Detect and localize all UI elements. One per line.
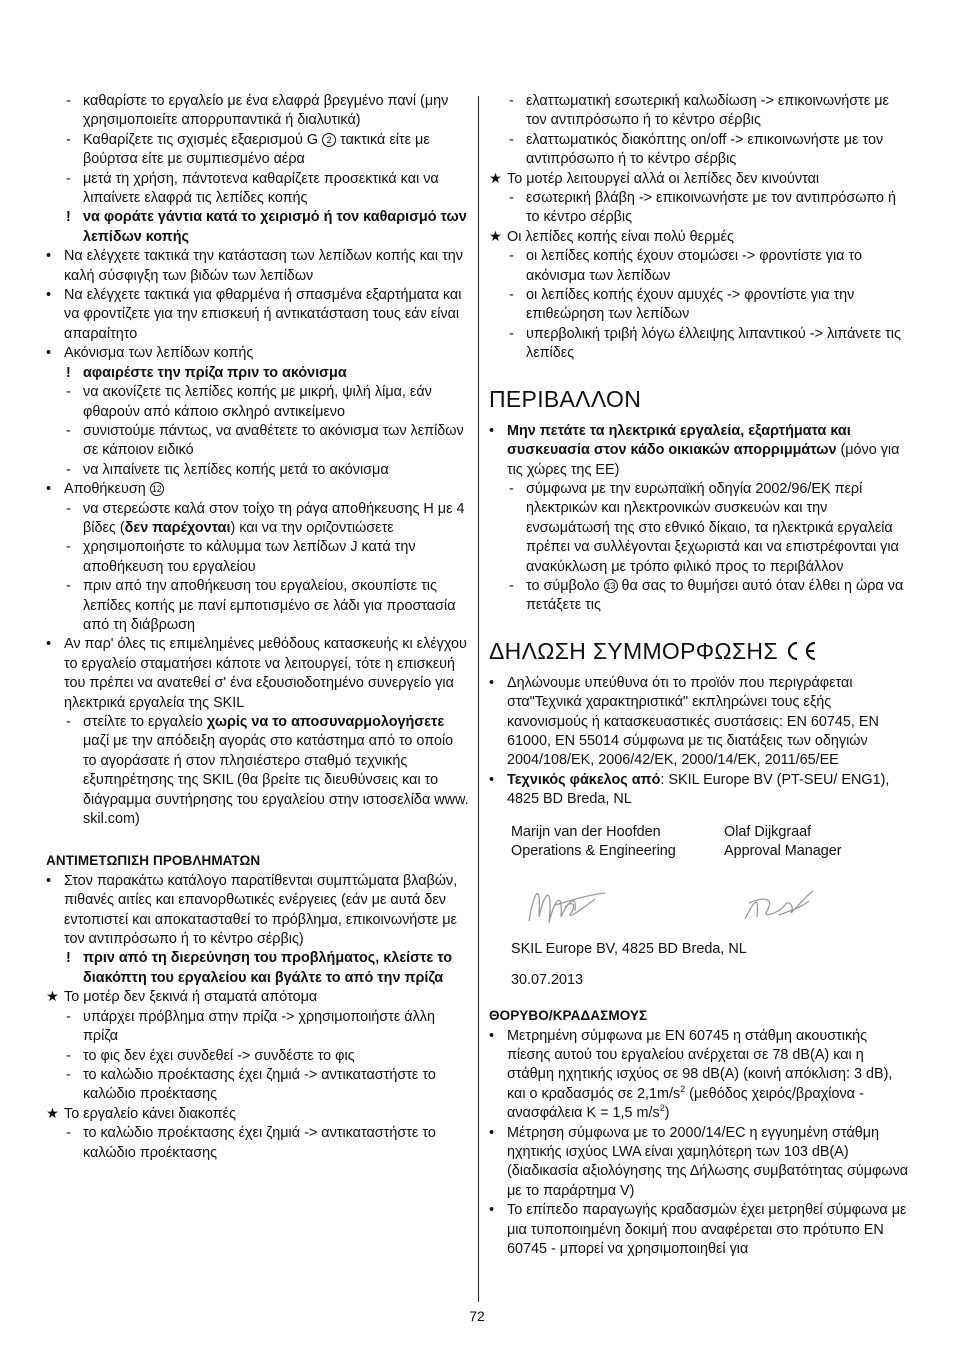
- list-item: - το καλώδιο προέκτασης έχει ζημιά -> αντικαταστήστε το καλώδιο προέκτασης: [66, 1125, 436, 1161]
- list-item: • Να ελέγχετε τακτικά την κατάσταση των λεπίδων κοπής και την καλή σύσφιγξη των βιδών των λεπίδων: [46, 248, 463, 284]
- list-item: - οι λεπίδες κοπής έχουν στομώσει -> φροντίστε για το ακόνισμα των λεπίδων: [509, 248, 862, 284]
- page-number: 72: [469, 1308, 485, 1324]
- warning-item: ! πριν από τη διερεύνηση του προβλήματος, κλείστε το διακόπτη του εργαλείου και βγάλτε το από την πρίζα: [66, 950, 453, 986]
- list-item: • Τεχνικός φάκελος από: SKIL Europe BV (PT-SEU/ ENG1), 4825 BD Breda, NL: [489, 771, 890, 808]
- signatures: [489, 869, 913, 937]
- list-item: - χρησιμοποιήστε το κάλυμμα των λεπίδων J κατά την αποθήκευση του εργαλείου: [66, 539, 416, 575]
- list-item: - οι λεπίδες κοπής έχουν αμυχές -> φροντίστε για την επιθεώρηση των λεπίδων: [509, 287, 855, 323]
- symptom-item: ★ Το εργαλείο κάνει διακοπές: [46, 1105, 236, 1122]
- list-item: • Μην πετάτε τα ηλεκτρικά εργαλεία, εξαρτήματα και συσκευασία στον κάδο οικιακών απορριμμάτων (μόνο για τις χώρες της ΕΕ): [489, 422, 900, 478]
- column-divider: [478, 96, 479, 1302]
- list-item: - να ακονίζετε τις λεπίδες κοπής με μικρή, ψιλή λίμα, εάν φθαρούν από κάποιο σκληρό αντικείμενο: [66, 384, 432, 420]
- list-item: - να στερεώστε καλά στον τοίχο τη ράγα αποθήκευσης H με 4 βίδες (δεν παρέχονται) και να την οριζοντιώσετε: [66, 500, 465, 536]
- symptom-item: ★ Το μοτέρ δεν ξεκινά ή σταματά απότομα: [46, 989, 318, 1006]
- signatories: [511, 823, 913, 862]
- list-item: • Μετρημένη σύμφωνα με EN 60745 η στάθμη ακουστικής πίεσης αυτού του εργαλείου ανέρχεται σε 78 dB(A) και η στάθμη ηχητικής ισχύος σε 98 dB(A) (κοινή απόκλιση: 3 dB), και ο κραδασμός σε $2,1m/s^2$ (μεθόδος χειρός/βραχίονα - ανασφάλεια K = 1,5 $m/s^2$): [489, 1027, 893, 1122]
- signature-1-image: [525, 877, 609, 931]
- section-heading-conformity: ΔΗΛΩΣΗ ΣΥΜΜΟΡΦΩΣΗΣ: [489, 638, 913, 665]
- list-item: - υπάρχει πρόβλημα στην πρίζα -> χρησιμοποιήστε άλλη πρίζα: [66, 1008, 435, 1045]
- list-item: - συνιστούμε πάντως, να αναθέτετε το ακόνισμα των λεπίδων σε κάποιον ειδικό: [66, 422, 464, 459]
- list-item: - υπερβολική τριβή λόγω έλλειψης λιπαντικού -> λιπάνετε τις λεπίδες: [509, 325, 901, 362]
- signatory-2: Olaf Dijkgraaf Approval Manager: [724, 823, 842, 859]
- list-item: - ελαττωματικός διακόπτης on/off -> επικοινωνήστε με τον αντιπρόσωπο ή το κέντρο σέρβις: [509, 131, 884, 168]
- list-item: • Αν παρ' όλες τις επιμελημένες μεθόδους κατασκευής κι ελέγχου το εργαλείο σταματήσει κάποτε να λειτουργεί, τότε η επισκευή του πρέπει να ανατεθεί σ' ένα εξουσιοδοτημένο συνεργείο για ηλεκτρικά εργαλεία της SKIL: [46, 636, 467, 711]
- list-item: - το σύμβολο 13 θα σας το θυμήσει αυτό όταν έλθει η ώρα να πετάξετε τις: [509, 577, 904, 614]
- list-item: - σύμφωνα με την ευρωπαϊκή οδηγία 2002/96/ΕΚ περί ηλεκτρικών και ηλεκτρονικών συσκευών και την ενσωμάτωσή της στο εθνικό δίκαιο, τα ηλεκτρικά εργαλεία πρέπει να συλλέγονται ξεχωριστά και να επιστρέφονται για ανακύκλωση με τρόπο φιλικό προς το περιβάλλον: [509, 480, 899, 575]
- list-item: - το φις δεν έχει συνδεθεί -> συνδέστε το φις: [66, 1047, 355, 1064]
- list-item: - να λιπαίνετε τις λεπίδες κοπής μετά το ακόνισμα: [66, 461, 389, 478]
- list-item: - το καλώδιο προέκτασης έχει ζημιά -> αντικαταστήστε το καλώδιο προέκτασης: [66, 1066, 436, 1103]
- list-item: • Στον παρακάτω κατάλογο παρατίθενται συμπτώματα βλαβών, πιθανές αιτίες και επανορθωτικές ενέργειες (εάν με αυτά δεν εντοπιστεί και αποκατασταθεί το πρόβλημα, επικοινωνήστε με τον αντιπρόσωπο ή το κέντρο σέρβις): [46, 872, 458, 948]
- list-item: - πριν από την αποθήκευση του εργαλείου, σκουπίστε τις λεπίδες κοπής με πανί εμποτισμένο σε λάδι για προστασία από τη διάβρωση: [66, 578, 456, 633]
- list-item: - στείλτε το εργαλείο χωρίς να το αποσυναρμολογήσετε μαζί με την απόδειξη αγοράς στο κατάστημα από το οποίο το αγοράσατε ή στον πλησιέστερο σταθμό τεχνικής εξυπηρέτησης της SKIL (θα βρείτε τις διευθύνσεις και το διάγραμμα συντήρησης του εργαλείου στην ιστοσελίδα www. skil.com): [66, 714, 469, 828]
- section-heading-troubleshooting: ΑΝΤΙΜΕΤΩΠΙΣΗ ΠΡΟΒΛΗΜΑΤΩΝ: [46, 853, 261, 869]
- section-heading-environment: ΠΕΡΙΒΑΛΛΟΝ: [489, 385, 642, 412]
- warning-item: ! αφαιρέστε την πρίζα πριν το ακόνισμα: [66, 364, 347, 381]
- list-item: - μετά τη χρήση, πάντοτενα καθαρίζετε προσεκτικά και να λιπαίνετε ελαφρά τις λεπίδες κοπής: [66, 170, 439, 207]
- list-item: • Να ελέγχετε τακτικά για φθαρμένα ή σπασμένα εξαρτήματα και να φροντίζετε για την επισκευή ή αντικατάσταση τους εάν είναι απαραίτητο: [46, 287, 462, 342]
- signature-2-image: [739, 883, 819, 927]
- signatory-1: Marijn van der Hoofden Operations & Engineering: [511, 823, 676, 859]
- callout-number: 12: [151, 484, 162, 495]
- declaration-date: 30.07.2013: [511, 971, 584, 988]
- list-item: • Μέτρηση σύμφωνα με το 2000/14/EC η εγγυημένη στάθμη ηχητικής ισχύος LWA είναι χαμηλότερη των 103 dB(A) (διαδικασία αξιολόγησης της Δήλωσης συμβατότητας σύμφωνα με το παράρτημα V): [489, 1124, 909, 1199]
- list-item: • Το επίπεδο παραγωγής κραδασμών έχει μετρηθεί σύμφωνα με μια τυποποιημένη δοκιμή που αναφέρεται στο πρότυπο EN 60745 - μπορεί να χρησιμοποιηθεί για: [489, 1202, 907, 1258]
- list-item: • Αποθήκευση 12: [46, 481, 162, 498]
- list-item: - ελαττωματική εσωτερική καλωδίωση -> επικοινωνήστε με τον αντιπρόσωπο ή το κέντρο σέρβις: [509, 93, 889, 129]
- ce-mark-icon: [784, 640, 818, 662]
- left-column: [46, 92, 470, 1163]
- list-item: - εσωτερική βλάβη -> επικοινωνήστε με τον αντιπρόσωπο ή το κέντρο σέρβις: [509, 190, 896, 226]
- symptom-item: ★ Οι λεπίδες κοπής είναι πολύ θερμές: [489, 228, 734, 245]
- company-line: SKIL Europe BV, 4825 BD Breda, NL: [511, 941, 747, 958]
- symptom-item: ★ Το μοτέρ λειτουργεί αλλά οι λεπίδες δεν κινούνται: [489, 170, 820, 187]
- section-heading-noise: ΘΟΡΥΒΟ/ΚΡΑΔΑΣΜΟΥΣ: [489, 1008, 648, 1024]
- list-item: • Δηλώνουμε υπεύθυνα ότι το προϊόν που περιγράφεται στα"Τεχνικά χαρακτηριστικά" εκπληρώνει τους εξής κανονισμούς ή κατασκευαστικές συστάσεις: EN 60745, EN 61000, EN 55014 σύμφωνα με τις διατάξεις των οδηγιών 2004/108/ΕΚ, 2006/42/ΕΚ, 2000/14/ΕΚ, 2011/65/ΕΕ: [489, 674, 879, 769]
- warning-item: ! να φοράτε γάντια κατά το χειρισμό ή τον καθαρισμό των λεπίδων κοπής: [66, 209, 467, 245]
- callout-number: 13: [605, 580, 616, 591]
- list-item: • Ακόνισμα των λεπίδων κοπής: [46, 345, 254, 362]
- right-column: [489, 92, 913, 1260]
- list-item: - καθαρίστε το εργαλείο με ένα ελαφρά βρεγμένο πανί (μην χρησιμοποιείτε απορρυπαντικά ή διαλυτικά): [66, 93, 449, 129]
- list-item: - Καθαρίζετε τις σχισμές εξαερισμού G 2 τακτικά είτε με βούρτσα είτε με συμπιεσμένο αέρα: [66, 131, 430, 168]
- callout-number: 2: [322, 133, 336, 147]
